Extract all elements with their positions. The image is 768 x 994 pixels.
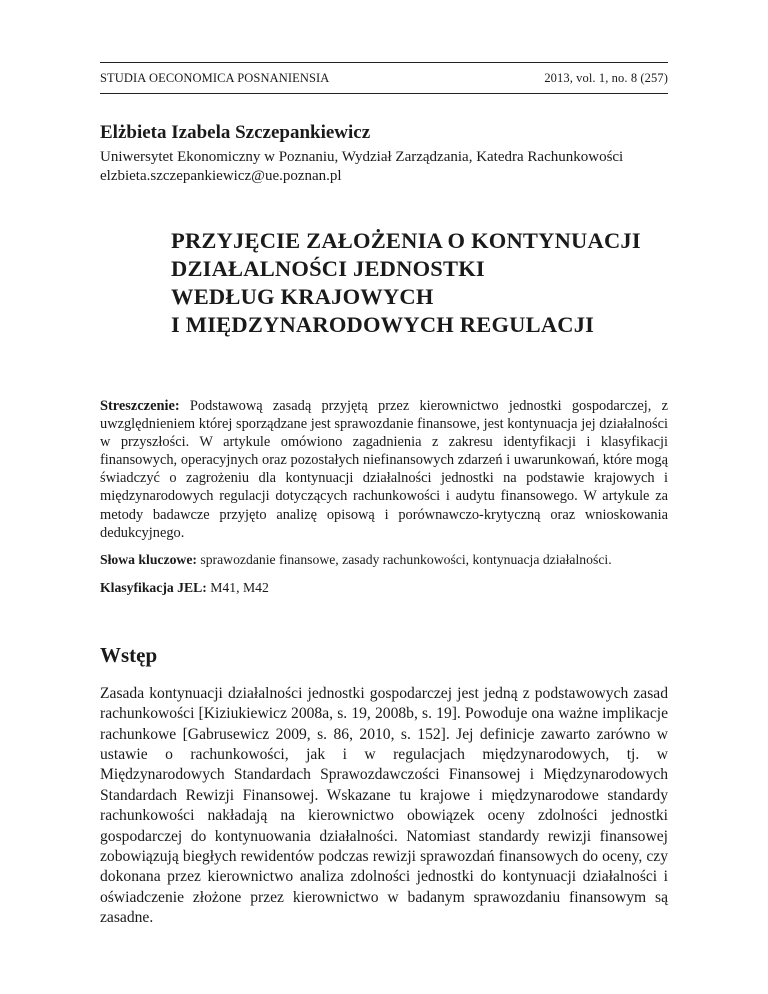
title-line: DZIAŁALNOŚCI JEDNOSTKI — [171, 256, 485, 281]
header-bottom-rule — [100, 93, 668, 94]
running-header — [100, 63, 668, 93]
author-affiliation: Uniwersytet Ekonomiczny w Poznaniu, Wydział Zarządzania, Katedra Rachunkowości — [100, 149, 624, 165]
title-line: I MIĘDZYNARODOWYCH REGULACJI — [171, 312, 595, 337]
abstract — [100, 397, 668, 542]
jel-codes: M41, M42 — [210, 579, 269, 595]
section-heading: Wstęp — [100, 642, 158, 667]
author-name: Elżbieta Izabela Szczepankiewicz — [100, 122, 371, 143]
abstract-text: Podstawową zasadą przyjętą przez kierownictwo jednostki gospodarczej, z uwzględnieniem której sporządzane jest sprawozdanie finansowe, jest kontynuacja jej działalności w przyszłości. W artykule omówiono zagadnienia z zakresu identyfikacji i klasyfikacji finansowych, operacyjnych oraz pozostałych niefinansowych zdarzeń i uwarunkowań, które mogą świadczyć o zagrożeniu dla kontynuacji działalności jednostki na podstawie krajowych i międzynarodowych regulacji dotyczących rachunkowości i audytu finansowego. W artykule za metody badawcze przyjęto analizę opisową i porównawczo-krytyczną oraz wnioskowania dedukcyjnego. — [100, 398, 668, 541]
journal-name: STUDIA OECONOMICA POSNANIENSIA — [100, 71, 330, 85]
keywords — [100, 551, 668, 569]
paper-title — [171, 227, 668, 339]
title-line: WEDŁUG KRAJOWYCH — [171, 284, 434, 309]
author-email: elzbieta.szczepankiewicz@ue.poznan.pl — [100, 168, 342, 184]
section-body: Zasada kontynuacji działalności jednostki gospodarczej jest jedną z podstawowych zasad rachunkowości [Kiziukiewicz 2008a, s. 19, 2008b, s. 19]. Powoduje ona ważne implikacje rachunkowe [Gabrusewicz 2009, s. 86, 2010, s. 152]. Jej definicje zawarto zarówno w ustawie o rachunkowości, jak i w regulacjach międzynarodowych, tj. w Międzynarodowych Standardach Sprawozdawczości Finansowej i Międzynarodowych Standardach Rewizji Finansowej. Wskazane tu krajowe i międzynarodowe standardy rachunkowości nakładają na kierownictwo obowiązek oceny zdolności jednostki gospodarczej do kontynuowania działalności. Natomiast standardy rewizji finansowej zobowiązują biegłych rewidentów podczas rewizji sprawozdań finansowych do oceny, czy dokonana przez kierownictwo analiza zdolności jednostki do kontynuacji działalności i oświadczenie złożone przez kierownictwo w badanym sprawozdaniu finansowym są zasadne. — [100, 684, 668, 927]
jel-label: Klasyfikacja JEL: — [100, 579, 207, 595]
abstract-label: Streszczenie: — [100, 398, 180, 414]
title-line: PRZYJĘCIE ZAŁOŻENIA O KONTYNUACJI — [171, 228, 641, 253]
issue-info: 2013, vol. 1, no. 8 (257) — [544, 71, 668, 85]
keywords-label: Słowa kluczowe: — [100, 551, 197, 567]
keywords-text: sprawozdanie finansowe, zasady rachunkowości, kontynuacja działalności. — [200, 551, 612, 567]
jel-classification — [100, 579, 668, 597]
paper-page — [100, 62, 668, 929]
